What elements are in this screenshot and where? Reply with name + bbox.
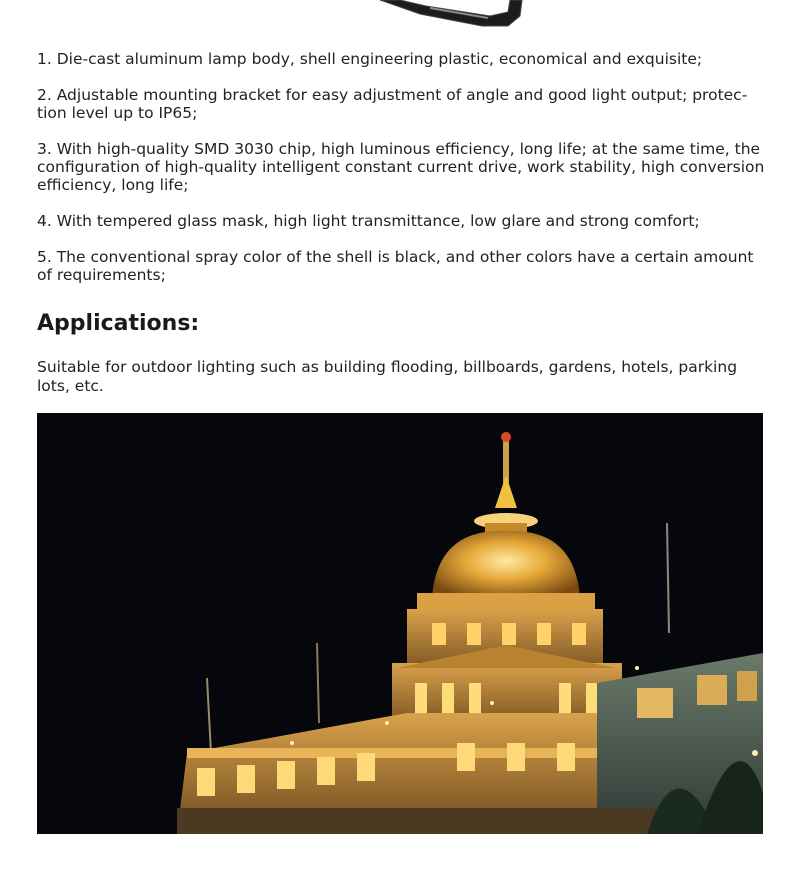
product-image-fragment [370, 0, 540, 40]
applications-description: Suitable for outdoor lighting such as building flooding, billboards, gardens, hotels, parking lots, etc. [37, 358, 738, 395]
applications-heading: Applications: [37, 311, 200, 336]
feature-item-2: 2. Adjustable mounting bracket for easy adjustment of angle and good light output; protec-tion level up to IP65; [37, 86, 748, 122]
feature-item-1: 1. Die-cast aluminum lamp body, shell engineering plastic, economical and exquisite; [37, 50, 703, 68]
feature-list [37, 50, 772, 302]
feature-item-3: 3. With high-quality SMD 3030 chip, high luminous efficiency, long life; at the same time, the configuration of high-quality intelligent constant current drive, work stability, high conversion efficiency, long life; [37, 140, 765, 194]
night-building-photo [37, 413, 763, 834]
feature-item-4: 4. With tempered glass mask, high light transmittance, low glare and strong comfort; [37, 212, 700, 230]
feature-item-5: 5. The conventional spray color of the shell is black, and other colors have a certain amount of requirements; [37, 248, 754, 284]
